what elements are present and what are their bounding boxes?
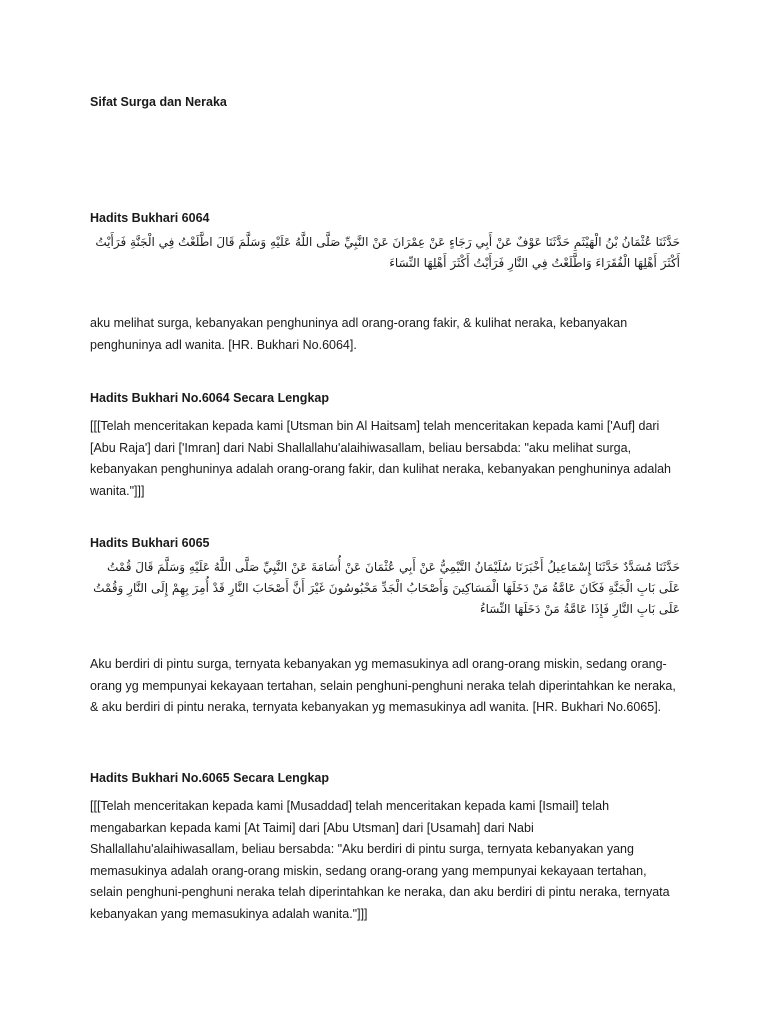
hadith-6064-heading: Hadits Bukhari 6064	[90, 211, 210, 225]
hadith-6064-translation: aku melihat surga, kebanyakan penghuninya adl orang-orang fakir, & kulihat neraka, kebanyakan penghuninya adl wanita. [HR. Bukhari No.6064].	[90, 316, 628, 352]
hadith-6065-full-text: [[[Telah menceritakan kepada kami [Musaddad] telah menceritakan kepada kami [Ismail] telah mengabarkan kepada kami [At Taimi] dari [Abu Utsman] dari [Usamah] dari Nabi Shallallahu'alaihiwasallam, beliau bersabda: "Aku berdiri di pintu surga, ternyata kebanyakan yang memasukinya adalah orang-orang miskin, sedang orang-orang yang mempunyai kekayaan tertahan, selain penghuni-penghuni neraka telah diperintahkan ke neraka, dan aku berdiri di pintu neraka, ternyata kebanyakan yang memasukinya adalah wanita."]]]	[90, 799, 670, 921]
hadith-6065-arabic-text: حَدَّثَنَا مُسَدَّدٌ حَدَّثَنَا إِسْمَاعِيلُ أَخْبَرَنَا سُلَيْمَانُ التَّيْمِيُّ عَنْ أَبِي عُثْمَانَ عَنْ أُسَامَةَ عَنْ النَّبِيِّ صَلَّى اللَّهُ عَلَيْهِ وَسَلَّمَ قَالَ قُمْتُ عَلَى بَابِ الْجَنَّةِ فَكَانَ عَامَّةُ مَنْ دَخَلَهَا الْمَسَاكِينَ وَأَصْحَابُ الْجَدِّ مَحْبُوسُونَ غَيْرَ أَنَّ أَصْحَابَ النَّارِ قَدْ أُمِرَ بِهِمْ إِلَى النَّارِ وَقُمْتُ عَلَى بَابِ النَّارِ فَإِذَا عَامَّةُ مَنْ دَخَلَهَا النِّسَاءُ	[93, 560, 680, 616]
hadith-6065-full-heading: Hadits Bukhari No.6065 Secara Lengkap	[90, 771, 329, 785]
hadith-6064-arabic-text: حَدَّثَنَا عُثْمَانُ بْنُ الْهَيْثَمِ حَدَّثَنَا عَوْفٌ عَنْ أَبِي رَجَاءٍ عَنْ عِمْرَانَ عَنْ النَّبِيِّ صَلَّى اللَّهُ عَلَيْهِ وَسَلَّمَ قَالَ اطَّلَعْتُ فِي الْجَنَّةِ فَرَأَيْتُ أَكْثَرَ أَهْلِهَا الْفُقَرَاءَ وَاطَّلَعْتُ فِي النَّارِ فَرَأَيْتُ أَكْثَرَ أَهْلِهَا النِّسَاءَ	[95, 235, 680, 270]
hadith-6064-full-heading: Hadits Bukhari No.6064 Secara Lengkap	[90, 391, 329, 405]
hadith-6065-heading: Hadits Bukhari 6065	[90, 536, 210, 550]
document-title: Sifat Surga dan Neraka	[90, 95, 227, 109]
hadith-6065-translation: Aku berdiri di pintu surga, ternyata kebanyakan yg memasukinya adl orang-orang miskin, sedang orang-orang yg mempunyai kekayaan tertahan, selain penghuni-penghuni neraka telah diperintahkan ke neraka, & aku berdiri di pintu neraka, ternyata kebanyakan yg memasukinya adl wanita. [HR. Bukhari No.6065].	[90, 657, 676, 714]
hadith-6064-full-text: [[[Telah menceritakan kepada kami [Utsman bin Al Haitsam] telah menceritakan kepada kami ['Auf] dari [Abu Raja'] dari ['Imran] dari Nabi Shallallahu'alaihiwasallam, beliau bersabda: "aku melihat surga, kebanyakan penghuninya adalah orang-orang fakir, dan kulihat neraka, kebanyakan penghuninya adalah wanita."]]]	[90, 419, 671, 498]
